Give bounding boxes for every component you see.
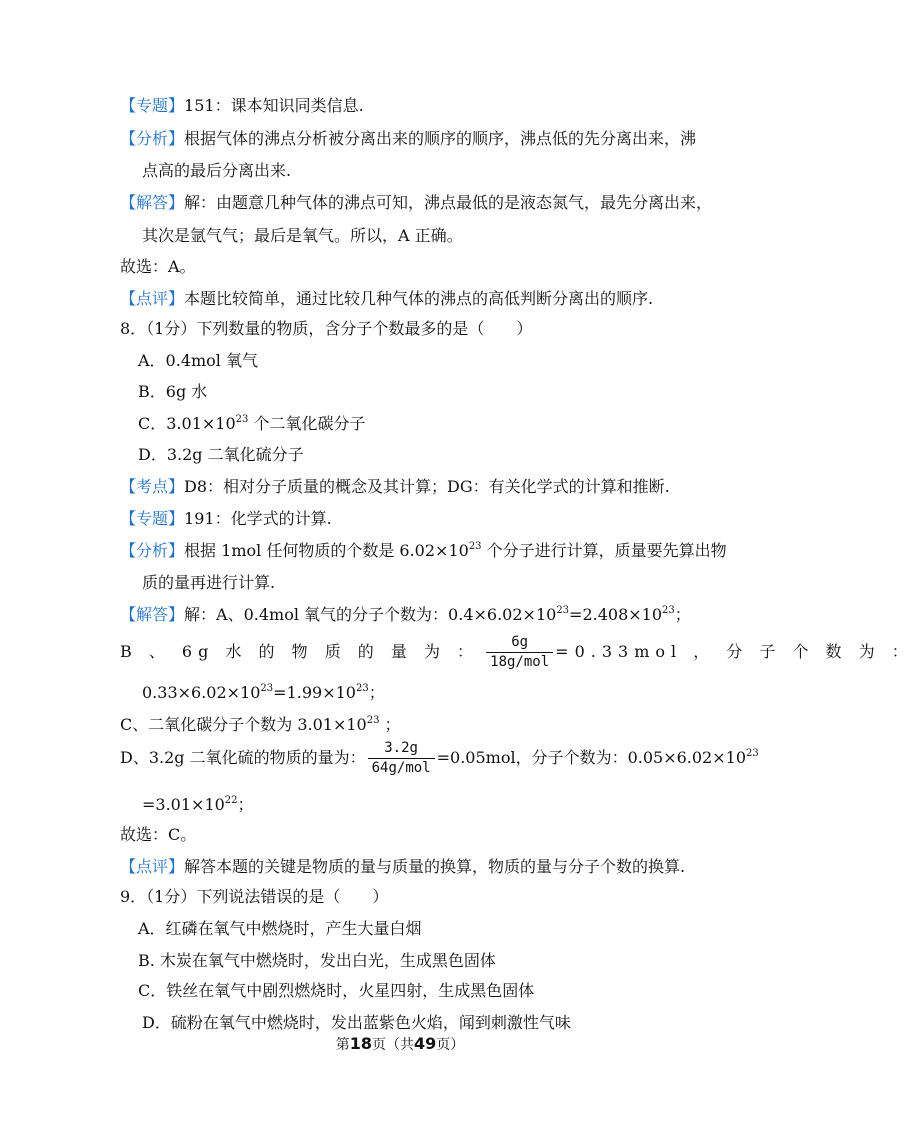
tag-label: 专题 bbox=[136, 509, 169, 528]
tag-label: 点评 bbox=[136, 857, 169, 876]
question-9-option-c: C．铁丝在氧气中剧烈燃烧时，火星四射，生成黑色固体 bbox=[138, 981, 535, 1000]
question-9-option-b: B. 木炭在氧气中燃烧时，发出白光，生成黑色固体 bbox=[138, 951, 496, 970]
analysis-line: 【分析】根据 1mol 任何物质的个数是 $6.02\times 10^{23}$ 个分子进行计算，质量要先算出物 bbox=[120, 541, 727, 560]
choice-line: 故选：A。 bbox=[120, 257, 196, 276]
choice-line: 故选：C。 bbox=[120, 825, 197, 844]
current-page-number: 18 bbox=[349, 1034, 372, 1053]
question-8-option-d: D．3.2g 二氧化硫分子 bbox=[138, 445, 304, 464]
answer-line: 【解答】解：A、0.4mol 氧气的分子个数为：$0.4\times 6.02\times 10^{23}=2.408\times 10^{23}$； bbox=[120, 605, 691, 624]
analysis-line-cont: 质的量再进行计算. bbox=[142, 573, 276, 592]
tag-label: 专题 bbox=[136, 96, 169, 115]
total-page-number: 49 bbox=[414, 1034, 437, 1053]
tag-label: 解答 bbox=[136, 605, 169, 624]
comment-line: 【点评】本题比较简单，通过比较几种气体的沸点的高低判断分离出的顺序. bbox=[120, 289, 654, 308]
knowledge-point-line: 【考点】D8：相对分子质量的概念及其计算；DG：有关化学式的计算和推断. bbox=[120, 477, 670, 496]
answer-b-line: B 、 6g 水 的 物 质 的 量 为 ： $\frac{6g}{\text{18g/mol}}$ =0.33mol ， 分 子 个 数 为 ： bbox=[120, 634, 914, 670]
tag-label: 分析 bbox=[136, 541, 169, 560]
answer-c-line: C、二氧化碳分子个数为 $3.01\times 10^{23}$ ； bbox=[120, 715, 401, 734]
fraction: $\frac{6g}{\text{18g/mol}}$ bbox=[486, 634, 553, 671]
comment-line: 【点评】解答本题的关键是物质的量与质量的换算，物质的量与分子个数的换算. bbox=[120, 857, 686, 876]
tag-label: 考点 bbox=[136, 477, 169, 496]
special-topic-line: 【专题】151：课本知识同类信息. bbox=[120, 96, 364, 115]
question-8-option-b: B．6g 水 bbox=[138, 382, 208, 401]
analysis-line: 【分析】根据气体的沸点分析被分离出来的顺序的顺序，沸点低的先分离出来，沸 bbox=[120, 129, 697, 148]
question-9-option-d: D．硫粉在氧气中燃烧时，发出蓝紫色火焰，闻到刺激性气味 bbox=[142, 1013, 571, 1032]
tag-label: 点评 bbox=[136, 289, 169, 308]
answer-line: 【解答】解：由题意几种气体的沸点可知，沸点最低的是液态氮气，最先分离出来， bbox=[120, 193, 713, 212]
question-8: 8．（1分）下列数量的物质，含分子个数最多的是（ ） bbox=[120, 319, 533, 338]
page-number-footer: 第18页（共49页） bbox=[335, 1034, 465, 1053]
question-9: 9．（1分）下列说法错误的是（ ） bbox=[120, 887, 389, 906]
answer-d-line: D、3.2g 二氧化硫的物质的量为： $\frac{3.2g}{\text{64g/mol}}$ =0.05mol，分子个数为：$0.05\times 6.02\times 10^{23}$ bbox=[120, 740, 759, 776]
answer-line-cont: 其次是氩气气；最后是氧气。所以，A 正确。 bbox=[142, 226, 463, 245]
special-topic-line: 【专题】191：化学式的计算. bbox=[120, 509, 332, 528]
question-9-option-a: A．红磷在氧气中燃烧时，产生大量白烟 bbox=[138, 919, 422, 938]
answer-d-line-cont: $=3.01\times 10^{22}$； bbox=[142, 795, 254, 814]
question-8-option-a: A．0.4mol 氧气 bbox=[138, 351, 259, 370]
analysis-line-cont: 点高的最后分离出来. bbox=[142, 161, 292, 180]
question-8-option-c: C．$3.01\times 10^{23}$ 个二氧化碳分子 bbox=[138, 414, 366, 433]
answer-b-line-cont: $0.33\times 6.02\times 10^{23}=1.99\times 10^{23}$； bbox=[142, 683, 385, 702]
tag-label: 分析 bbox=[136, 129, 169, 148]
tag-label: 解答 bbox=[136, 193, 169, 212]
fraction: $\frac{3.2g}{\text{64g/mol}}$ bbox=[368, 740, 435, 777]
